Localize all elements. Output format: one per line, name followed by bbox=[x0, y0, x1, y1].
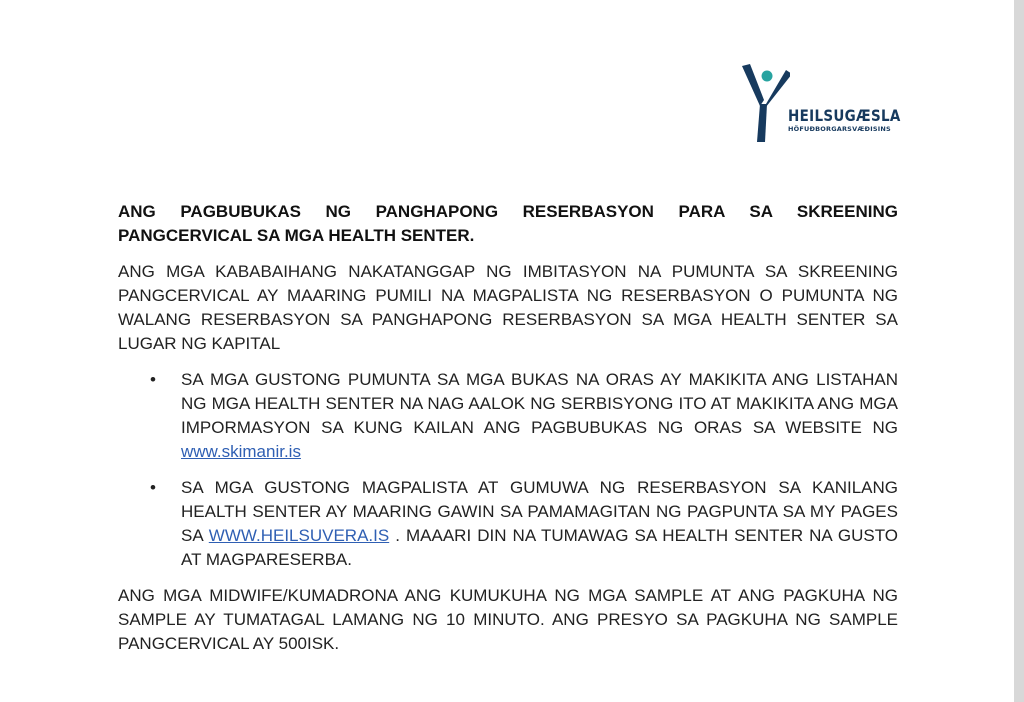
heilsuvera-link[interactable]: WWW.HEILSUVERA.IS bbox=[208, 526, 390, 545]
closing-paragraph: ANG MGA MIDWIFE/KUMADRONA ANG KUMUKUHA NG MGA SAMPLE AT ANG PAGKUHA NG SAMPLE AY TUMATAGAL LAMANG NG 10 MINUTO. ANG PRESYO SA PAGKUHA NG SAMPLE PANGCERVICAL AY 500ISK. bbox=[118, 586, 898, 653]
document-body bbox=[118, 200, 898, 668]
intro-paragraph: ANG MGA KABABAIHANG NAKATANGGAP NG IMBITASYON NA PUMUNTA SA SKREENING PANGCERVICAL AY MAARING PUMILI NA MAGPALISTA NG RESERBASYON O PUMUNTA NG WALANG RESERBASYON SA PANGHAPONG RESERBASYON SA MGA HEALTH SENTER SA LUGAR NG KAPITAL bbox=[118, 262, 898, 353]
list-item bbox=[118, 368, 898, 464]
logo-subtitle: HÖFUÐBORGARSVÆÐISINS bbox=[788, 125, 891, 133]
bullet-dot: • bbox=[150, 478, 156, 497]
page-edge-shadow bbox=[1014, 0, 1024, 702]
skimanir-link[interactable]: www.skimanir.is bbox=[181, 442, 301, 461]
document-heading: ANG PAGBUBUKAS NG PANGHAPONG RESERBASYON PARA SA SKREENING PANGCERVICAL SA MGA HEALTH SENTER. bbox=[118, 202, 898, 245]
logo-figure-icon bbox=[740, 60, 790, 150]
heilsugaesla-logo bbox=[740, 60, 910, 150]
bullet-list bbox=[118, 368, 898, 572]
bullet-text: SA MGA GUSTONG MAGPALISTA AT GUMUWA NG RESERBASYON SA KANILANG HEALTH SENTER AY MAARING GAWIN SA PAMAMAGITAN NG PAGPUNTA SA MY PAGES SA bbox=[181, 478, 898, 545]
bullet-text: SA MGA GUSTONG PUMUNTA SA MGA BUKAS NA ORAS AY MAKIKITA ANG LISTAHAN NG MGA HEALTH SENTER NA NAG AALOK NG SERBISYONG ITO AT MAKIKITA ANG MGA IMPORMASYON SA KUNG KAILAN ANG PAGBUBUKAS NG ORAS SA WEBSITE NG bbox=[181, 370, 898, 437]
list-item bbox=[118, 476, 898, 572]
bullet-dot: • bbox=[150, 370, 156, 389]
logo-name: HEILSUGÆSLA bbox=[788, 107, 901, 126]
bullet-text-after: . MAAARI DIN NA TUMAWAG SA HEALTH SENTER NA GUSTO AT MAGPARESERBA. bbox=[181, 526, 898, 569]
